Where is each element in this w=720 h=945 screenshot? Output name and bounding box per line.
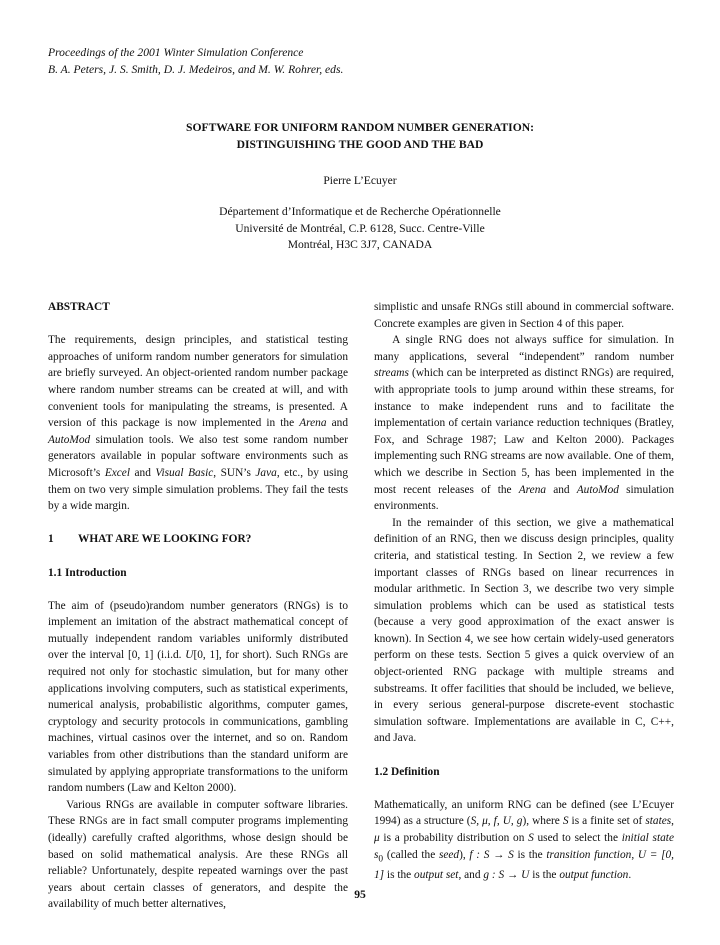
affiliation-line-3: Montréal, H3C 3J7, CANADA <box>287 238 433 251</box>
right-column <box>374 299 674 884</box>
text-run: ), where <box>522 815 563 828</box>
text-run: AutoMod <box>576 483 619 496</box>
paper-title <box>0 119 720 153</box>
text-run: used to select the <box>533 832 622 844</box>
text-run: , <box>631 848 638 861</box>
title-line-1: SOFTWARE FOR UNIFORM RANDOM NUMBER GENERATION: <box>186 121 534 134</box>
text-run: is a probability distribution on <box>379 832 529 844</box>
text-run: AutoMod <box>48 433 91 446</box>
text-run: simulation environments. <box>374 483 674 513</box>
math-run: s <box>374 848 379 861</box>
header-line-1: Proceedings of the 2001 Winter Simulation Conference <box>48 46 304 59</box>
abstract-paragraph <box>48 332 348 515</box>
text-run: initial state <box>621 832 674 844</box>
text-run: , <box>671 815 675 828</box>
math-run: μ <box>374 832 380 844</box>
outline-paragraph: In the remainder of this section, we give a mathematical definition of an RNG, then we discuss design principles, quality criteria, and statistical testing. In Section 2, we review a few important classes of RNGs based on linear recurrences in modular arithmetic. In Section 3, we describe two very simple simulation problems which can be used as statistical tests (because a very good approximation of the exact answer is known). In Section 4, we see how certain widely-used generators perform on these tests. Section 5 gives a quick overview of an object-oriented RNG package with multiple streams and substreams. It offer facilities that should be included, we believe, in every serious general-purpose discrete-event stochastic simulation software. Implementations are available in C, C++, and Java. <box>374 516 674 745</box>
section-number: 1 <box>48 533 54 546</box>
math-run: S <box>528 832 534 844</box>
text-run: , etc., by using them on two very simple simulation problems. They fail the tests by a wide margin. <box>48 466 348 513</box>
text-run: is a finite set of <box>568 815 646 828</box>
text-run: output set <box>414 869 459 882</box>
section-1-heading <box>48 531 348 548</box>
text-run: output function <box>559 869 629 882</box>
text-run: (which can be interpreted as distinct RNGs) are required, with appropriate tools to jump around within these streams, for instance to make independent runs and to facilitate the implementation of certain variance reduction techniques (Bratley, Fox, and Schrage 1987; Law and Kelton 2000). Packages implementing such RNG streams are now available. One of them, which we describe in Section 5, has been implemented in the most recent releases of the <box>374 367 674 496</box>
section-title: WHAT ARE WE LOOKING FOR? <box>78 533 252 546</box>
author-name: Pierre L’Ecuyer <box>323 174 397 187</box>
title-line-2: DISTINGUISHING THE GOOD AND THE BAD <box>236 138 484 151</box>
header-line-2: B. A. Peters, J. S. Smith, D. J. Medeiros, and M. W. Rohrer, eds. <box>48 63 344 76</box>
math-run: S <box>562 815 569 828</box>
text-run: (called the <box>383 848 439 861</box>
abstract-heading: ABSTRACT <box>48 301 110 313</box>
text-run: streams <box>374 367 409 380</box>
text-run: and <box>326 417 349 430</box>
text-run: A single RNG does not always suffice for simulation. In many applications, several “independent” random number <box>374 334 674 363</box>
text-run: , SUN’s <box>213 466 256 479</box>
subsection-1-2-heading: 1.2 Definition <box>374 765 440 778</box>
text-run: is the <box>513 848 547 861</box>
affiliation <box>0 204 720 254</box>
text-run: seed <box>438 848 460 861</box>
text-run: Visual Basic <box>155 466 214 479</box>
math-run: U = [0, 1] <box>374 848 674 882</box>
intro-paragraph-1 <box>48 598 348 797</box>
text-run: ), <box>459 848 470 861</box>
proceedings-header <box>48 44 343 78</box>
text-run: Arena <box>299 417 327 430</box>
text-run: transition function <box>546 848 632 861</box>
subsection-1-1-heading: 1.1 Introduction <box>48 566 127 579</box>
text-run: is the <box>529 869 560 882</box>
text-run: Java <box>255 466 277 479</box>
definition-paragraph <box>374 797 674 884</box>
text-run: Excel <box>104 466 130 479</box>
text-run: states <box>645 815 672 828</box>
text-run: and <box>134 466 156 479</box>
text-run: The requirements, design principles, and statistical testing approaches of uniform random number generators for simulation are briefly surveyed. An object-oriented random number package where random number streams can be created at will, and with convenient tools for manipulating the streams, is presented. A version of this package is now implemented in the <box>48 334 348 430</box>
math-run: g : S → U <box>483 869 530 882</box>
text-run: simulation tools. We also test some random number generators available in popular software environments such as Microsoft’s <box>48 433 348 479</box>
continued-paragraph: simplistic and unsafe RNGs still abound in commercial software. Concrete examples are given in Section 4 of this paper. <box>374 301 674 330</box>
text-run: U <box>185 649 194 662</box>
page-number: 95 <box>354 888 366 901</box>
text-run: , and <box>458 869 484 882</box>
affiliation-line-1: Département d’Informatique et de Recherche Opérationnelle <box>219 205 501 218</box>
left-column <box>48 299 348 913</box>
streams-paragraph <box>374 332 674 515</box>
text-run: . <box>628 869 632 882</box>
text-run: is the <box>384 869 415 882</box>
text-run: [0, 1], for short). Such RNGs are required not only for stochastic simulation, but for many other applications involving computers, such as statistical experiments, numerical analysis, probabilistic algorithms, computer games, cryptology and security protocols in communications, gambling machines, virtual casinos over the internet, and so on. Random variables from other distributions than the standard uniform are simulated by applying appropriate transformations to the uniform random numbers (Law and Kelton 2000). <box>48 649 349 795</box>
intro-paragraph-2: Various RNGs are available in computer software libraries. These RNGs are in fact small computer programs implementing (ideally) carefully crafted algorithms, whose design should be based on solid mathematical analysis. Are these RNGs all reliable? Unfortunately, despite repeated warnings over the past years about certain classes of generators, and despite the availability of much better alternatives, <box>48 798 348 911</box>
math-subscript: 0 <box>378 853 384 864</box>
math-run: S, μ, f, U, g <box>470 815 523 828</box>
text-run: The aim of (pseudo)random number generators (RNGs) is to implement an imitation of the abstract mathematical concept of mutually independent random variables uniformly distributed over the interval [0, 1] (i.i.d. <box>48 599 348 662</box>
text-run: Arena <box>518 483 547 496</box>
math-run: f : S → S <box>469 848 514 861</box>
affiliation-line-2: Université de Montréal, C.P. 6128, Succ. Centre-Ville <box>235 221 485 235</box>
text-run: and <box>546 483 577 496</box>
text-run: Mathematically, an uniform RNG can be defined (see L’Ecuyer 1994) as a structure ( <box>374 798 674 828</box>
